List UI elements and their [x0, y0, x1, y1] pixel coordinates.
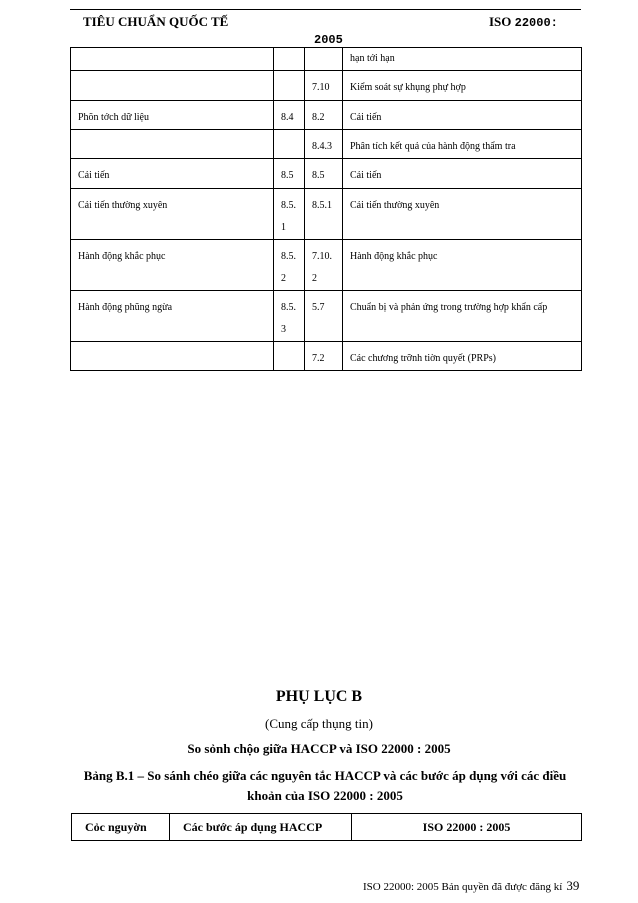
iso-description: hạn tới hạn: [343, 48, 582, 71]
iso-clause: 7.10: [305, 71, 343, 101]
iso-description: Hành động khắc phục: [343, 240, 582, 291]
table-header-row: [72, 814, 582, 841]
iso-description: Cải tiến: [343, 101, 582, 130]
clause-cross-reference-table: [70, 47, 582, 371]
appendix-clause: [274, 48, 305, 71]
appendix-clause: 8.5. 2: [274, 240, 305, 291]
table-caption: Bảng B.1 – So sánh chéo giữa các nguyên tắc HACCP và các bước áp dụng với các điều khoản của ISO 22000 : 2005: [83, 768, 567, 803]
iso-clause: 8.5: [305, 159, 343, 189]
appendix-clause: 8.5: [274, 159, 305, 189]
row-label: Hành động phũng ngừa: [71, 291, 274, 342]
table-row: [71, 240, 582, 291]
header-iso-code: [489, 14, 558, 30]
appendix-subtitle: (Cung cấp thụng tin): [265, 716, 373, 731]
header-rule: [70, 9, 581, 10]
appendix-heading: So sỏnh chộo giữa HACCP và ISO 22000 : 2005: [187, 741, 451, 756]
iso-clause: 5.7: [305, 291, 343, 342]
row-label: [71, 48, 274, 71]
header-iso-number: 22000:: [514, 16, 558, 30]
header-year: 2005: [314, 33, 343, 47]
row-label: Cải tiến: [71, 159, 274, 189]
header-standard-title: TIÊU CHUẨN QUỐC TẾ: [83, 14, 229, 29]
header-iso-clauses: ISO 22000 : 2005: [352, 814, 582, 841]
iso-description: Cải tiến: [343, 159, 582, 189]
row-label: Phõn tớch dữ liệu: [71, 101, 274, 130]
iso-clause: [305, 48, 343, 71]
footer-copyright: ISO 22000: 2005 Bản quyền đã được đăng kí: [363, 881, 563, 893]
table-row: [71, 189, 582, 240]
iso-clause: 8.4.3: [305, 130, 343, 159]
table-row: [71, 71, 582, 101]
row-label: [71, 71, 274, 101]
appendix-title: PHỤ LỤC B: [275, 688, 363, 705]
row-label: [71, 130, 274, 159]
appendix-clause: [274, 130, 305, 159]
haccp-comparison-table: [71, 813, 582, 841]
iso-description: Chuẩn bị và phản ứng trong trường hợp khẩn cấp: [343, 291, 582, 342]
iso-description: Phân tích kết quả của hành động thẩm tra: [343, 130, 582, 159]
table-row: [71, 48, 582, 71]
table-row: [71, 101, 582, 130]
page-number: 39: [566, 878, 580, 893]
iso-clause: 7.10. 2: [305, 240, 343, 291]
table-row: [71, 291, 582, 342]
header-principles: Cỏc nguyờn: [72, 814, 170, 841]
row-label: Cải tiến thường xuyên: [71, 189, 274, 240]
row-label: [71, 342, 274, 371]
header-haccp-steps: Các bước áp dụng HACCP: [170, 814, 352, 841]
iso-clause: 8.2: [305, 101, 343, 130]
iso-description: Kiểm soát sự khụng phự hợp: [343, 71, 582, 101]
table-row: [71, 342, 582, 371]
iso-clause: 8.5.1: [305, 189, 343, 240]
row-label: Hành động khắc phục: [71, 240, 274, 291]
table-row: [71, 130, 582, 159]
appendix-clause: 8.5. 1: [274, 189, 305, 240]
appendix-clause: 8.5. 3: [274, 291, 305, 342]
appendix-clause: 8.4: [274, 101, 305, 130]
iso-description: Cải tiến thường xuyên: [343, 189, 582, 240]
appendix-clause: [274, 342, 305, 371]
header-iso-prefix: ISO: [489, 14, 512, 29]
table-row: [71, 159, 582, 189]
appendix-clause: [274, 71, 305, 101]
iso-clause: 7.2: [305, 342, 343, 371]
iso-description: Các chương trỡnh tiờn quyết (PRPs): [343, 342, 582, 371]
page-footer: [363, 878, 579, 894]
